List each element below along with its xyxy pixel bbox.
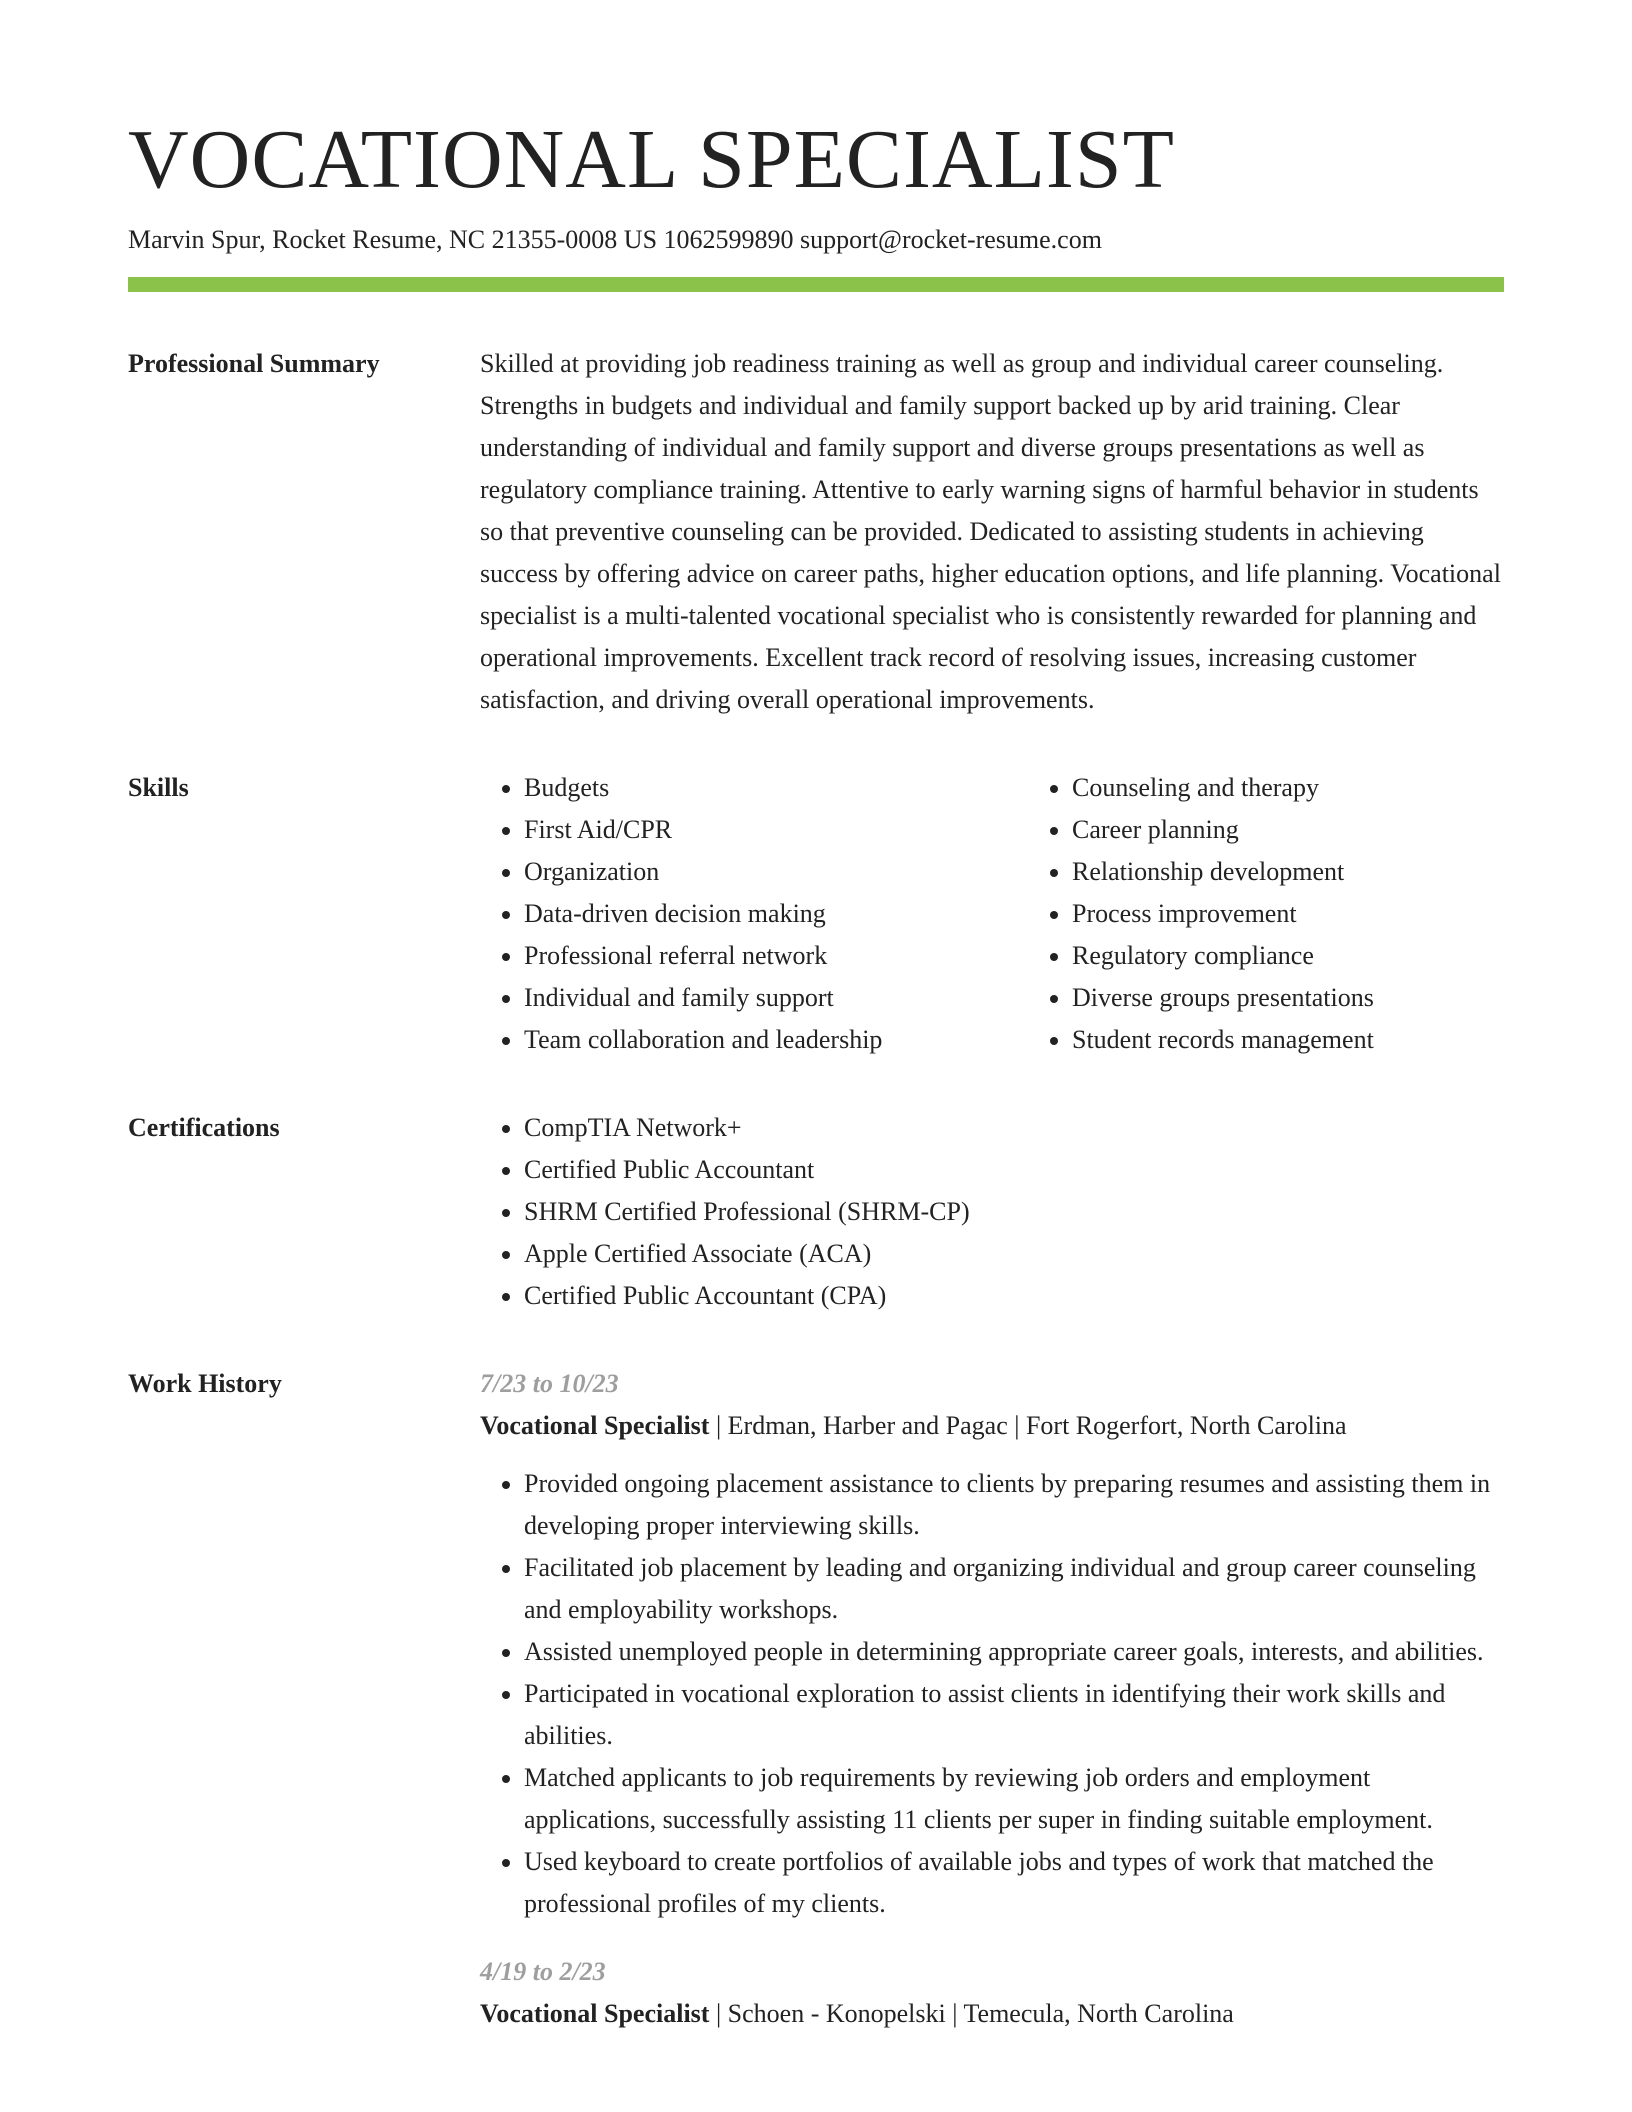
section-certifications <box>128 1107 1504 1317</box>
skill-item: • Counseling and therapy <box>1072 767 1504 809</box>
certification-item: • Apple Certified Associate (ACA) <box>524 1233 1504 1275</box>
skill-item: • Student records management <box>1072 1019 1504 1061</box>
skill-item: • Budgets <box>524 767 1028 809</box>
skill-item: • Career planning <box>1072 809 1504 851</box>
certification-item: • Certified Public Accountant <box>524 1149 1504 1191</box>
job-dates: 4/19 to 2/23 <box>480 1957 606 1987</box>
section-work-history <box>128 1363 1504 2035</box>
job-entry <box>480 1363 1504 1925</box>
certification-item: • SHRM Certified Professional (SHRM-CP) <box>524 1191 1504 1233</box>
section-skills <box>128 767 1504 1061</box>
section-body-summary <box>480 343 1504 721</box>
resume-title: VOCATIONAL SPECIALIST <box>128 113 1175 206</box>
skill-item: • Relationship development <box>1072 851 1504 893</box>
section-label-certifications: Certifications <box>128 1113 280 1143</box>
section-body-certifications <box>480 1107 1504 1317</box>
job-role: Vocational Specialist <box>480 1999 710 2029</box>
section-label-skills: Skills <box>128 773 189 803</box>
certification-item: • CompTIA Network+ <box>524 1107 1504 1149</box>
skill-item: • Individual and family support <box>524 977 1028 1019</box>
resume-page <box>128 0 1504 2112</box>
job-bullet-list <box>480 1463 1504 1925</box>
job-bullet: • Facilitated job placement by leading and organizing individual and group career counseling and employability workshops. <box>524 1547 1504 1631</box>
job-role: Vocational Specialist <box>480 1411 710 1441</box>
section-label-summary: Professional Summary <box>128 349 380 379</box>
skill-item: • First Aid/CPR <box>524 809 1028 851</box>
job-details: | Erdman, Harber and Pagac | Fort Rogerfort, North Carolina <box>709 1411 1347 1441</box>
accent-divider <box>128 277 1504 292</box>
skill-item: • Professional referral network <box>524 935 1028 977</box>
job-dates: 7/23 to 10/23 <box>480 1369 619 1399</box>
certification-item: • Certified Public Accountant (CPA) <box>524 1275 1504 1317</box>
job-bullet: • Used keyboard to create portfolios of available jobs and types of work that matched the professional profiles of my clients. <box>524 1841 1504 1925</box>
skill-item: • Process improvement <box>1072 893 1504 935</box>
skill-item: • Organization <box>524 851 1028 893</box>
job-entry <box>480 1951 1504 2035</box>
skill-item: • Data-driven decision making <box>524 893 1028 935</box>
job-bullet: • Participated in vocational exploration to assist clients in identifying their work skills and abilities. <box>524 1673 1504 1757</box>
job-details: | Schoen - Konopelski | Temecula, North Carolina <box>709 1999 1234 2029</box>
skills-list-right <box>1028 767 1504 1061</box>
section-body-work-history <box>480 1363 1504 2035</box>
section-professional-summary <box>128 343 1504 721</box>
contact-line: Marvin Spur, Rocket Resume, NC 21355-0008 US 1062599890 support@rocket-resume.com <box>128 225 1102 254</box>
certifications-list <box>480 1107 1504 1317</box>
job-bullet: • Matched applicants to job requirements by reviewing job orders and employment applications, successfully assisting 11 clients per super in finding suitable employment. <box>524 1757 1504 1841</box>
skill-item: • Regulatory compliance <box>1072 935 1504 977</box>
skills-list-left <box>480 767 1028 1061</box>
job-heading <box>480 1405 1504 1447</box>
section-label-work-history: Work History <box>128 1369 282 1399</box>
skill-item: • Diverse groups presentations <box>1072 977 1504 1019</box>
summary-text: Skilled at providing job readiness training as well as group and individual career counseling. Strengths in budgets and individual and family support backed up by arid training. Clear understanding of individual and family support and diverse groups presentations as well as regulatory compliance training. Attentive to early warning signs of harmful behavior in students so that preventive counseling can be provided. Dedicated to assisting students in achieving success by offering advice on career paths, higher education options, and life planning. Vocational specialist is a multi-talented vocational specialist who is consistently rewarded for planning and operational improvements. Excellent track record of resolving issues, increasing customer satisfaction, and driving overall operational improvements. <box>480 349 1501 715</box>
job-bullet: • Provided ongoing placement assistance to clients by preparing resumes and assisting them in developing proper interviewing skills. <box>524 1463 1504 1547</box>
skills-columns <box>480 767 1504 1061</box>
job-heading <box>480 1993 1504 2035</box>
job-bullet: • Assisted unemployed people in determining appropriate career goals, interests, and abilities. <box>524 1631 1504 1673</box>
skill-item: • Team collaboration and leadership <box>524 1019 1028 1061</box>
